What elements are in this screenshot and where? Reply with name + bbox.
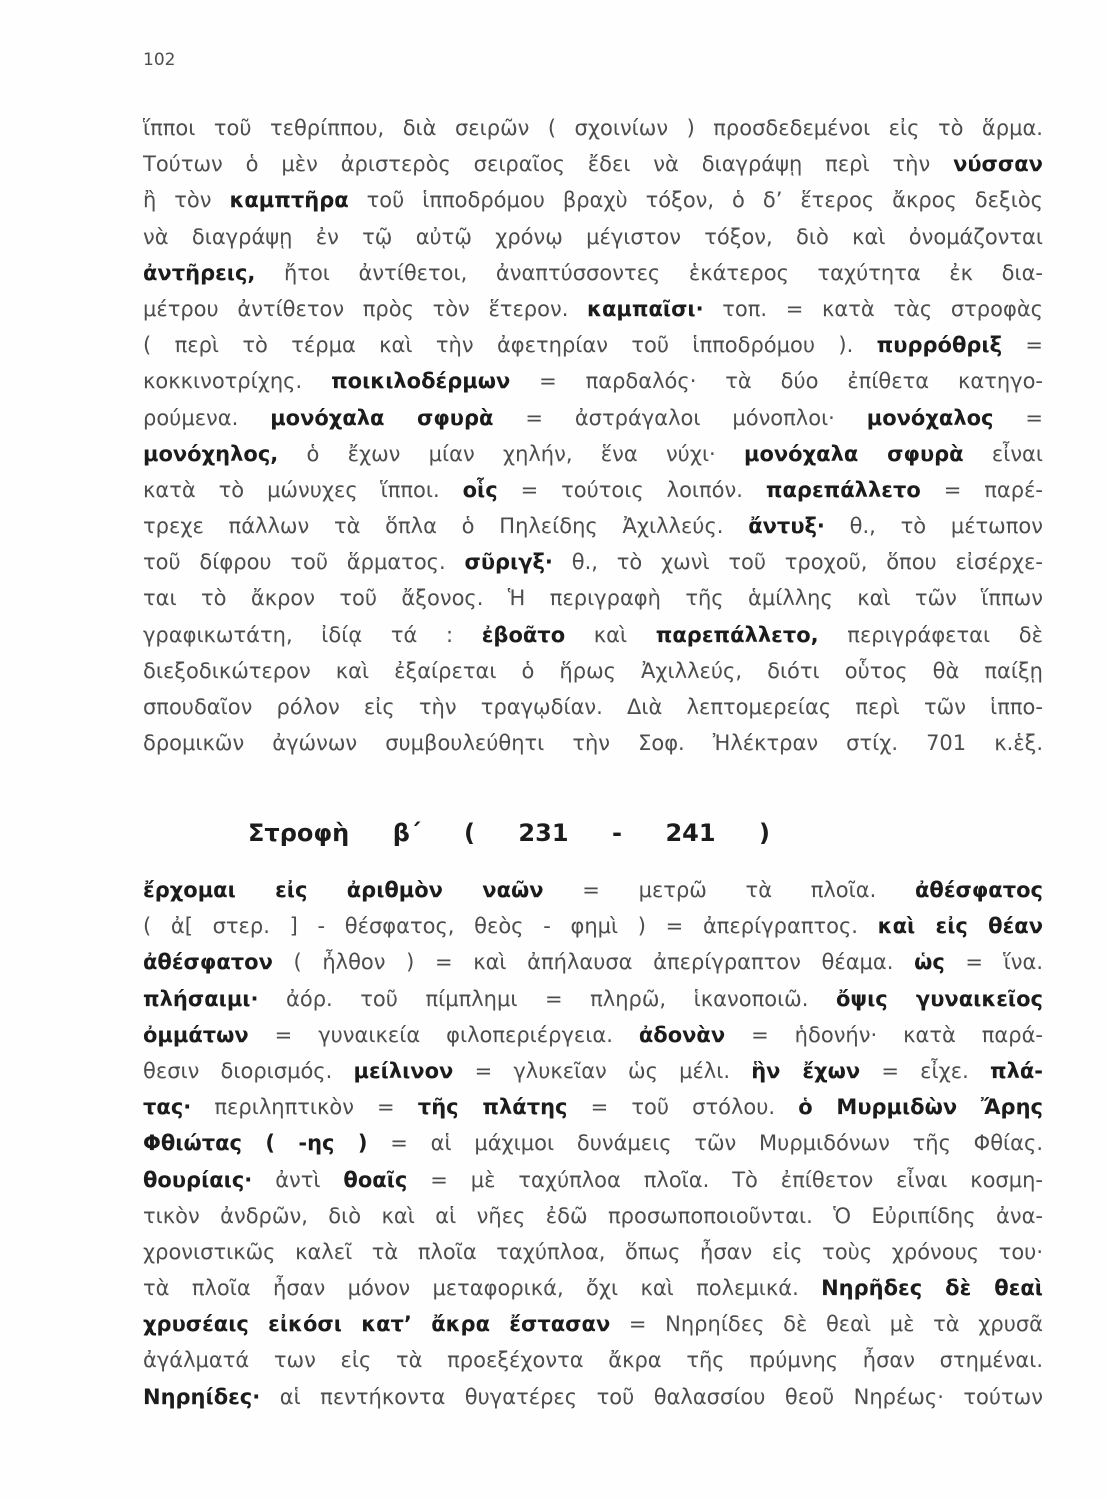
text-line	[143, 327, 1043, 363]
bold-term: μονόχαλα σφυρὰ	[270, 405, 494, 430]
text-line	[143, 981, 1043, 1017]
text-run: ἀντὶ	[252, 1167, 344, 1192]
bold-term: ὄψις γυναικεῖος	[836, 986, 1043, 1011]
bold-term: ἣν ἔχων	[751, 1058, 861, 1083]
bold-term: μονόχαλος	[866, 405, 994, 430]
text-run: = αἱ μάχιμοι δυνάμεις τῶν Μυρμιδόνων τῆς Φθίας.	[367, 1131, 1043, 1156]
text-line	[143, 1053, 1043, 1089]
text-line	[143, 1234, 1043, 1270]
text-run: κατὰ τὸ μώνυχες ἵπποι.	[143, 477, 463, 502]
text-run: χρονιστικῶς καλεῖ τὰ πλοῖα ταχύπλοα, ὅπως ἦσαν εἰς τοὺς χρόνους του·	[143, 1239, 1043, 1264]
text-line	[143, 1198, 1043, 1234]
text-run: =	[1002, 333, 1043, 358]
text-line	[143, 363, 1043, 399]
section-heading: Στροφὴ β΄ ( 231 - 241 )	[248, 819, 770, 847]
text-run: θεσιν διορισμός.	[143, 1058, 354, 1083]
text-run: = εἶχε.	[860, 1058, 990, 1083]
text-run: εἶναι	[963, 441, 1043, 466]
text-line	[143, 1125, 1043, 1161]
bold-term: χρυσέαις εἰκόσι κατ’ ἄκρα ἔστασαν	[143, 1312, 611, 1337]
text-run: τικὸν ἀνδρῶν, διὸ καὶ αἱ νῆες ἐδῶ προσωποποιοῦνται. Ὁ Εὐριπίδης ἀνα-	[143, 1203, 1043, 1228]
text-line	[143, 436, 1043, 472]
text-run: τρεχε πάλλων τὰ ὅπλα ὁ Πηλείδης Ἀχιλλεύς.	[143, 514, 749, 539]
text-run: ἀγάλματά των εἰς τὰ προεξέχοντα ἄκρα τῆς πρύμνης ἦσαν στημέναι.	[143, 1348, 1043, 1373]
bold-term: πυρρόθριξ	[876, 333, 1002, 358]
bold-term: ὡς	[914, 950, 945, 975]
text-run: = ἡδονήν· κατὰ παρά-	[725, 1022, 1043, 1047]
text-run: περιγράφεται δὲ	[818, 622, 1043, 647]
text-run: = ἵνα.	[944, 950, 1043, 975]
text-run: ται τὸ ἄκρον τοῦ ἄξονος. Ἡ περιγραφὴ τῆς ἁμίλλης καὶ τῶν ἵππων	[143, 586, 1043, 611]
bold-term: παρεπάλλετο	[765, 477, 921, 502]
text-run: ἵπποι τοῦ τεθρίππου, διὰ σειρῶν ( σχοινίων ) προσδεδεμένοι εἰς τὸ ἅρμα.	[143, 116, 1043, 140]
text-line	[143, 472, 1043, 508]
text-run: τοπ. = κατὰ τὰς στροφὰς	[703, 296, 1043, 321]
text-line	[143, 219, 1043, 255]
text-line	[143, 1089, 1043, 1125]
text-run: σπουδαῖον ρόλον εἰς τὴν τραγῳδίαν. Διὰ λεπτομερείας περὶ τῶν ἱππο-	[143, 695, 1043, 719]
text-run: δρομικῶν ἀγώνων συμβουλεύθητι τὴν Σοφ. Ἠλέκτραν στίχ. 701 κ.ἑξ.	[143, 731, 1043, 756]
text-line	[143, 1379, 1043, 1415]
bold-term: θουρίαις·	[143, 1167, 253, 1192]
text-line	[143, 146, 1043, 182]
text-line	[143, 944, 1043, 980]
text-run: =	[993, 405, 1043, 430]
bold-term: μονόχαλα σφυρὰ	[744, 441, 964, 466]
bold-term: καὶ εἰς θέαν	[877, 914, 1043, 939]
text-run: = τούτοις λοιπόν.	[497, 477, 766, 502]
bold-term: ἀδονὰν	[638, 1022, 726, 1047]
text-run: = τοῦ στόλου.	[567, 1095, 799, 1120]
text-run: = μὲ ταχύπλοα πλοῖα. Τὸ ἐπίθετον εἶναι κοσμη-	[407, 1167, 1043, 1192]
text-line	[143, 508, 1043, 544]
commentary-paragraph	[143, 110, 1043, 761]
bold-term: πλήσαιμι·	[143, 986, 259, 1011]
text-run: ( ἦλθον ) = καὶ ἀπήλαυσα ἀπερίγραπτον θέαμα.	[272, 950, 915, 975]
bold-term: ἀντῆρεις,	[143, 260, 256, 285]
text-run: διεξοδικώτερον καὶ ἐξαίρεται ὁ ἥρως Ἀχιλλεύς, διότι οὗτος θὰ παίξῃ	[143, 658, 1043, 683]
text-line	[143, 1017, 1043, 1053]
bold-term: ὀμμάτων	[143, 1022, 249, 1047]
text-run: τὰ πλοῖα ἦσαν μόνον μεταφορικά, ὄχι καὶ πολεμικά.	[143, 1276, 822, 1301]
text-run: αἱ πεντήκοντα θυγατέρες τοῦ θαλασσίου θεοῦ Νηρέως· τούτων	[260, 1384, 1043, 1409]
bold-term: ἔρχομαι εἰς ἀριθμὸν ναῶν	[143, 878, 544, 902]
commentary-paragraph	[143, 872, 1043, 1415]
text-run: = μετρῶ τὰ πλοῖα.	[543, 878, 915, 902]
text-run: τοῦ ἱπποδρόμου βραχὺ τόξον, ὁ δ’ ἕτερος ἄκρος δεξιὸς	[348, 188, 1043, 213]
bold-term: Νηρῆδες δὲ θεαὶ	[821, 1276, 1043, 1301]
text-line	[143, 725, 1043, 761]
bold-term: παρεπάλλετο,	[655, 622, 819, 647]
bold-term: θοαῖς	[343, 1167, 408, 1192]
text-run: μέτρου ἀντίθετον πρὸς τὸν ἕτερον.	[143, 296, 588, 321]
text-run: ἀόρ. τοῦ πίμπλημι = πληρῶ, ἱκανοποιῶ.	[258, 986, 836, 1011]
text-line	[143, 544, 1043, 580]
text-run: θ., τὸ μέτωπον	[824, 514, 1043, 539]
bold-term: ὁ Μυρμιδὼν Ἄρης	[798, 1095, 1043, 1120]
text-run: = παρδαλός· τὰ δύο ἐπίθετα κατηγο-	[510, 369, 1043, 394]
text-run: καὶ	[565, 622, 656, 647]
text-line	[143, 1306, 1043, 1342]
text-line	[143, 617, 1043, 653]
text-run: = γυναικεία φιλοπεριέργεια.	[248, 1022, 639, 1047]
text-run: ὁ ἔχων μίαν χηλήν, ἕνα νύχι·	[278, 441, 744, 466]
bold-term: τῆς πλάτης	[417, 1095, 568, 1120]
text-line	[143, 872, 1043, 908]
bold-term: μονόχηλος,	[143, 441, 279, 466]
bold-term: καμπαῖσι·	[587, 296, 704, 321]
text-line	[143, 291, 1043, 327]
text-line	[143, 110, 1043, 146]
text-run: = Νηρηίδες δὲ θεαὶ μὲ τὰ χρυσᾶ	[610, 1312, 1043, 1337]
text-line	[143, 255, 1043, 291]
text-run: τοῦ δίφρου τοῦ ἅρματος.	[143, 550, 465, 575]
text-run: = ἀστράγαλοι μόνοπλοι·	[493, 405, 867, 430]
bold-term: καμπτῆρα	[229, 188, 349, 213]
text-run: ρούμενα.	[143, 405, 271, 430]
text-run: Τούτων ὁ μὲν ἀριστερὸς σειραῖος ἔδει νὰ διαγράψῃ περὶ τὴν	[143, 152, 954, 177]
text-run: = γλυκεῖαν ὡς μέλι.	[453, 1058, 752, 1083]
text-run: νὰ διαγράψῃ ἐν τῷ αὐτῷ χρόνῳ μέγιστον τόξον, διὸ καὶ ὀνομάζονται	[143, 224, 1043, 249]
bold-term: νύσσαν	[953, 152, 1043, 177]
text-line	[143, 1270, 1043, 1306]
text-line	[143, 400, 1043, 436]
bold-term: σῦριγξ·	[464, 550, 553, 575]
text-line	[143, 182, 1043, 218]
text-run: ἤτοι ἀντίθετοι, ἀναπτύσσοντες ἑκάτερος ταχύτητα ἐκ δια-	[255, 260, 1043, 285]
page-number: 102	[143, 50, 176, 70]
text-line	[143, 580, 1043, 616]
text-run: ( ἀ[ στερ. ] - θέσφατος, θεὸς - φημὶ ) = ἀπερίγραπτος.	[143, 914, 878, 939]
bold-term: ἄντυξ·	[748, 514, 825, 539]
text-run: = παρέ-	[920, 477, 1043, 502]
text-line	[143, 689, 1043, 725]
text-line	[143, 653, 1043, 689]
text-run: θ., τὸ χωνὶ τοῦ τροχοῦ, ὅπου εἰσέρχε-	[552, 550, 1043, 575]
text-run: κοκκινοτρίχης.	[143, 369, 332, 394]
bold-term: Νηρηίδες·	[143, 1384, 261, 1409]
bold-term: οἷς	[462, 477, 498, 502]
text-run: ( περὶ τὸ τέρμα καὶ τὴν ἀφετηρίαν τοῦ ἱπποδρόμου ).	[143, 333, 877, 358]
text-run: γραφικωτάτη, ἰδίᾳ τά :	[143, 622, 482, 647]
bold-term: τας·	[143, 1095, 192, 1120]
text-line	[143, 1162, 1043, 1198]
bold-term: ἀθέσφατον	[143, 950, 273, 975]
text-run: ἢ τὸν	[143, 188, 230, 213]
bold-term: πλά-	[989, 1058, 1043, 1083]
text-run: περιληπτικὸν =	[191, 1095, 418, 1120]
bold-term: ἀθέσφατος	[914, 878, 1043, 902]
bold-term: ἐβοᾶτο	[481, 622, 566, 647]
text-line	[143, 908, 1043, 944]
bold-term: μείλινον	[353, 1058, 454, 1083]
bold-term: ποικιλοδέρμων	[331, 369, 511, 394]
text-line	[143, 1342, 1043, 1378]
bold-term: Φθιώτας ( -ης )	[143, 1131, 368, 1156]
